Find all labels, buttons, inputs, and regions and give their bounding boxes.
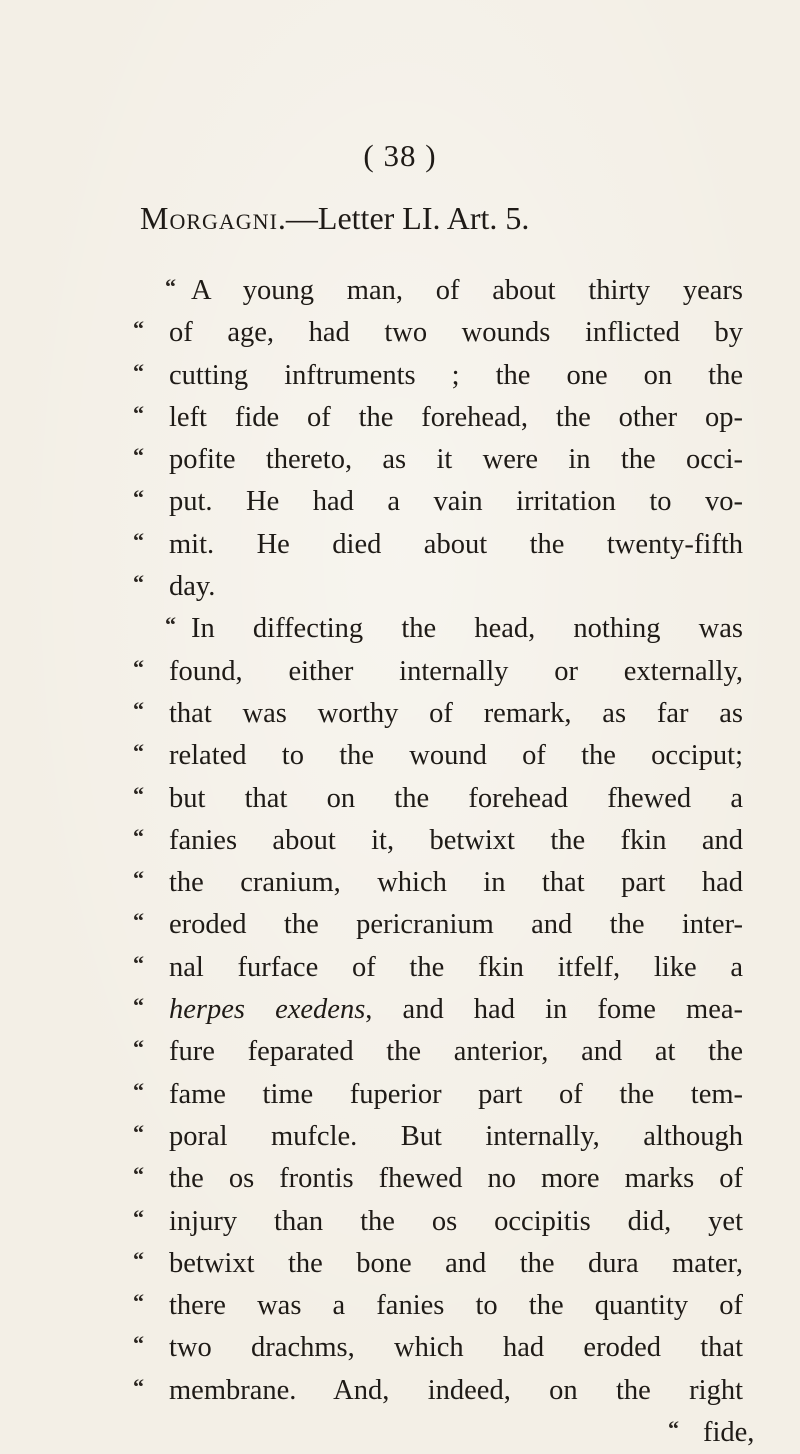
quote-mark: “ — [133, 908, 144, 934]
text-line — [133, 778, 743, 820]
text-line — [133, 312, 743, 354]
quote-mark: “ — [165, 612, 176, 638]
catchword-line — [133, 1412, 755, 1454]
text-line — [133, 1327, 743, 1369]
text-line — [133, 693, 743, 735]
line-text-rest: , and had in fome mea- — [365, 994, 744, 1026]
quote-mark: “ — [133, 1289, 144, 1315]
line-text: fame time fuperior part of the tem- — [169, 1078, 743, 1110]
quote-mark: “ — [133, 316, 144, 342]
line-text: In diffecting the head, nothing was — [191, 613, 743, 645]
page-number: ( 38 ) — [363, 138, 437, 173]
text-line — [133, 1031, 743, 1073]
quote-mark: “ — [133, 485, 144, 511]
line-text: fanies about it, betwixt the fkin and — [169, 824, 743, 856]
heading-reference: .—Letter LI. Art. 5. — [277, 200, 530, 236]
line-text: that was worthy of remark, as far as — [169, 697, 743, 729]
text-line — [133, 481, 743, 523]
line-text: betwixt the bone and the dura mater, — [169, 1247, 743, 1279]
text-line — [133, 651, 743, 693]
quoted-passage — [133, 270, 755, 1454]
line-text: related to the wound of the occiput; — [169, 740, 743, 772]
line-text: day. — [169, 571, 216, 603]
heading-author: Morgagni — [140, 200, 278, 236]
text-line — [133, 1243, 743, 1285]
quote-mark: “ — [133, 866, 144, 892]
line-text: poral mufcle. But internally, although — [169, 1120, 743, 1152]
quote-mark: “ — [133, 1119, 144, 1145]
line-text — [169, 989, 743, 1031]
text-line — [133, 608, 743, 650]
text-line — [133, 1074, 743, 1116]
line-text: put. He had a vain irritation to vo- — [169, 486, 743, 518]
quote-mark: “ — [133, 400, 144, 426]
line-text: membrane. And, indeed, on the right — [169, 1374, 743, 1406]
quote-mark: “ — [133, 527, 144, 553]
text-line — [133, 1116, 743, 1158]
quote-mark: “ — [133, 570, 144, 596]
line-text: the cranium, which in that part had — [169, 867, 743, 899]
text-line — [133, 1158, 743, 1200]
quote-mark: “ — [133, 696, 144, 722]
line-text: the os frontis fhewed no more marks of — [169, 1163, 743, 1195]
latin-term: herpes exedens — [169, 994, 366, 1026]
text-line — [133, 1201, 743, 1243]
quote-mark: “ — [133, 1162, 144, 1188]
section-heading — [140, 200, 529, 237]
quote-mark: “ — [133, 1204, 144, 1230]
line-text: cutting inftruments ; the one on the — [169, 359, 743, 391]
quote-mark: “ — [133, 654, 144, 680]
quote-mark: “ — [165, 274, 176, 299]
line-text: injury than the os occipitis did, yet — [169, 1205, 743, 1237]
quote-mark: “ — [133, 443, 144, 469]
quote-mark: “ — [133, 781, 144, 807]
text-line — [133, 947, 743, 989]
text-line — [133, 270, 743, 312]
quote-mark: “ — [133, 1077, 144, 1103]
line-text: of age, had two wounds inflicted by — [169, 317, 743, 349]
quote-mark: “ — [133, 1246, 144, 1272]
text-line — [133, 820, 743, 862]
line-text: nal furface of the fkin itfelf, like a — [169, 951, 743, 983]
text-line — [133, 524, 743, 566]
line-text: but that on the forehead fhewed a — [169, 782, 743, 814]
line-text: A young man, of about thirty years — [191, 275, 743, 306]
text-line — [133, 1285, 743, 1327]
quote-mark: “ — [668, 1416, 679, 1442]
line-text: there was a fanies to the quantity of — [169, 1290, 743, 1322]
quote-mark: “ — [133, 1331, 144, 1357]
text-line — [133, 735, 743, 777]
text-line — [133, 1370, 743, 1412]
text-line — [133, 989, 743, 1031]
text-line — [133, 439, 743, 481]
line-text: left fide of the forehead, the other op- — [169, 401, 743, 433]
quote-mark: “ — [133, 823, 144, 849]
quote-mark: “ — [133, 950, 144, 976]
line-text: found, either internally or externally, — [169, 655, 743, 687]
quote-mark: “ — [133, 358, 144, 384]
line-text: two drachms, which had eroded that — [169, 1332, 743, 1364]
catchword: fide, — [703, 1417, 755, 1449]
quote-mark: “ — [133, 739, 144, 765]
text-line — [133, 355, 743, 397]
line-text: eroded the pericranium and the inter- — [169, 909, 743, 941]
line-text: pofite thereto, as it were in the occi- — [169, 444, 743, 476]
quote-mark: “ — [133, 1035, 144, 1061]
text-line — [133, 862, 743, 904]
quote-mark: “ — [133, 993, 144, 1019]
text-line — [133, 904, 743, 946]
line-text: mit. He died about the twenty-fifth — [169, 528, 743, 560]
text-line — [133, 566, 743, 608]
text-line — [133, 397, 743, 439]
quote-mark: “ — [133, 1373, 144, 1399]
line-text: fure feparated the anterior, and at the — [169, 1036, 743, 1068]
